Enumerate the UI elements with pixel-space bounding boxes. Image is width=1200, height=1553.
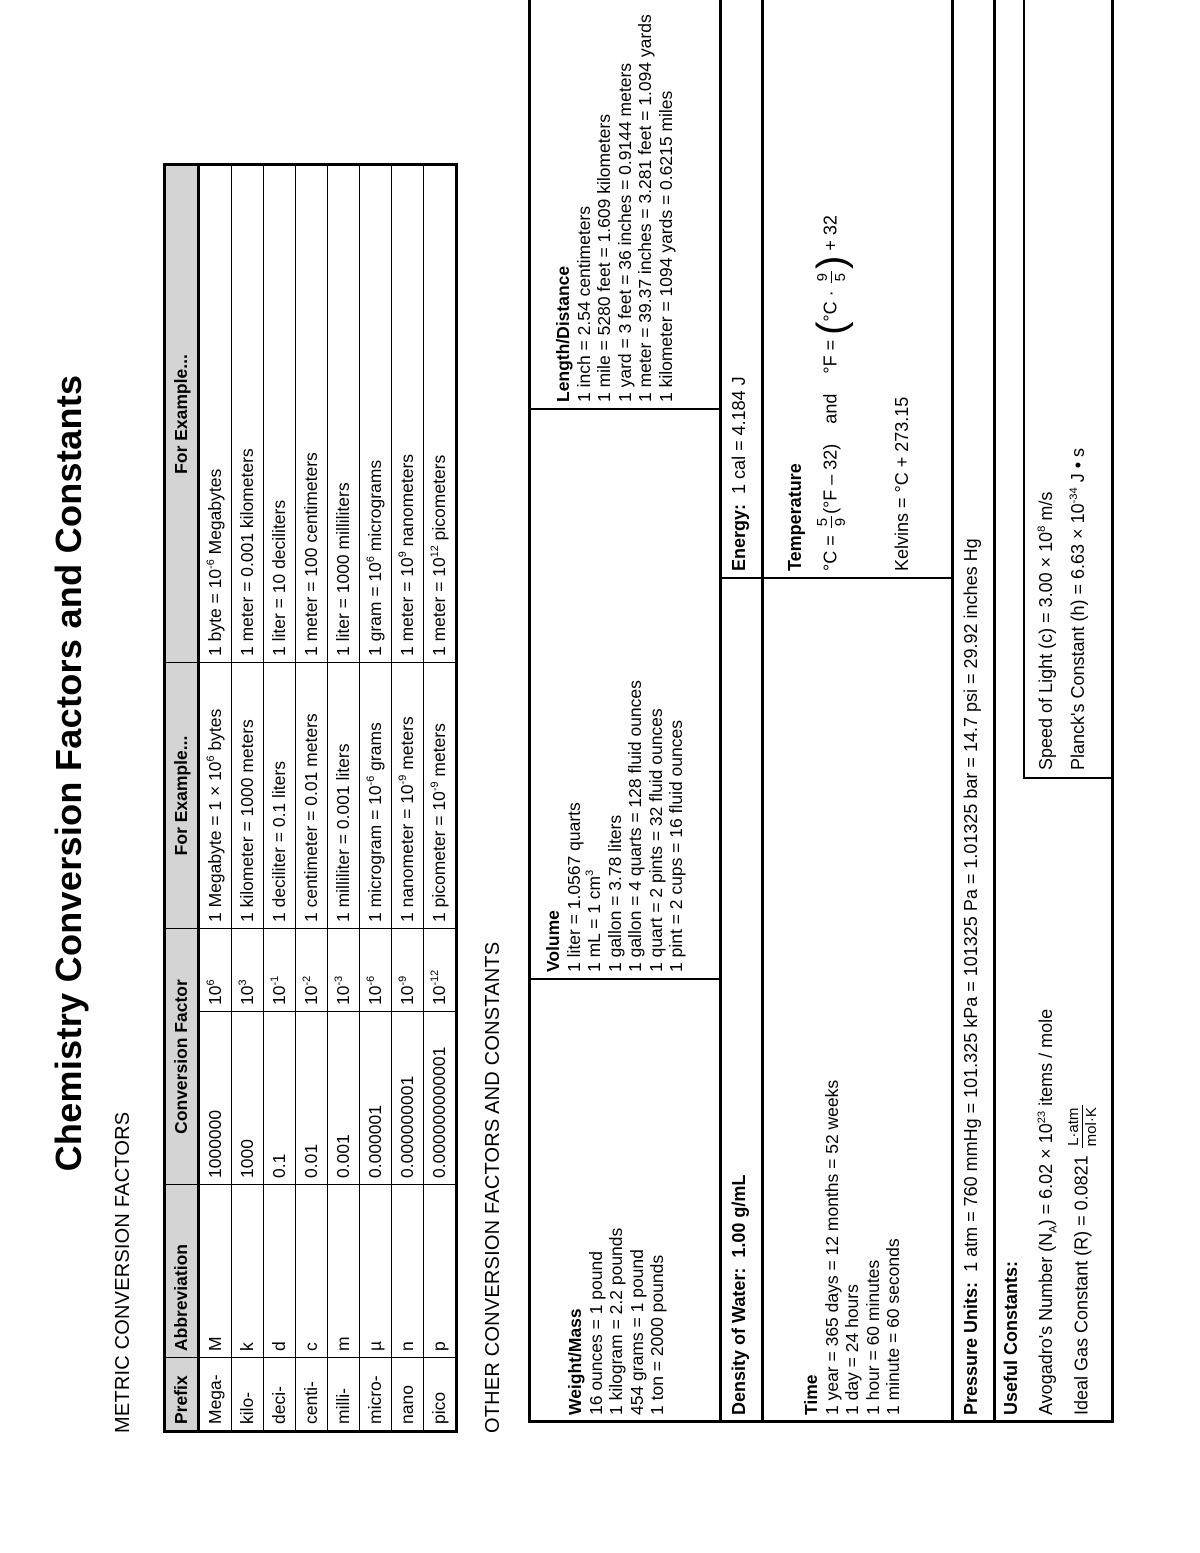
prefix-cell: deci- (264, 1358, 296, 1432)
example-cell: 1 liter = 1000 milliliters (328, 165, 360, 663)
weight-line: 454 grams = 1 pound (626, 1249, 647, 1415)
example-cell: 1 nanometer = $10^{-9}$ meters (392, 663, 424, 929)
decimal-factor-cell: 0.000000000001 (424, 1012, 457, 1185)
decimal-factor-cell: 0.000001 (360, 1012, 392, 1185)
example-cell: 1 kilometer = 1000 meters (232, 663, 264, 929)
density-value: 1.00 g/mL (729, 1174, 749, 1258)
abbreviation-cell: m (328, 1185, 360, 1358)
avogadro-line: Avogadro's Number $(N_A) = 6.02 \times 10^{23}$ items / mole (1036, 1008, 1060, 1415)
prefix-cell: centi- (296, 1358, 328, 1432)
column-header: Conversion Factor (165, 929, 199, 1185)
weight-line: 1 kilogram = 2.2 pounds (606, 1227, 626, 1415)
energy-value: 1 cal = 4.184 J (729, 376, 749, 494)
column-header: Abbreviation (165, 1185, 199, 1358)
decimal-factor-cell: 1000000 (199, 1012, 232, 1185)
example-cell: 1 meter = 100 centimeters (296, 165, 328, 663)
table-row (328, 165, 360, 1432)
abbreviation-cell: c (296, 1185, 328, 1358)
gas-constant-line: Ideal Gas Constant (R) = 0.0821 L·atm mol·K (1065, 1107, 1100, 1415)
example-cell: 1 byte = $10^{-6}$ Megabytes (199, 165, 232, 663)
example-cell: 1 liter = 10 deciliters (264, 165, 296, 663)
table-row (232, 165, 264, 1432)
power-factor-cell: $10^6$ (199, 929, 232, 1012)
abbreviation-cell: µ (360, 1185, 392, 1358)
divider (531, 408, 719, 410)
example-cell: 1 milliliter = 0.001 liters (328, 663, 360, 929)
divider (719, 577, 951, 579)
decimal-factor-cell: 0.1 (264, 1012, 296, 1185)
pressure-row (961, 538, 982, 1415)
time-line: 1 hour = 60 minutes (862, 1259, 883, 1415)
prefix-cell: Mega- (199, 1358, 232, 1432)
kelvin-line: Kelvins = °C + 273.15 (891, 396, 912, 571)
example-cell: 1 deciliter = 0.1 liters (264, 663, 296, 929)
decimal-factor-cell: 0.001 (328, 1012, 360, 1185)
table-row (264, 165, 296, 1432)
decimal-factor-cell: 1000 (232, 1012, 264, 1185)
volume-line: 1 quart = 2 pints = 32 fluid ounces (645, 708, 666, 972)
example-cell: 1 meter = $10^{12}$ picometers (424, 165, 457, 663)
divider (951, 0, 954, 1420)
divider (531, 978, 719, 980)
divider (761, 0, 764, 1420)
pressure-label: Pressure Units: (961, 1281, 981, 1415)
time-line: 1 minute = 60 seconds (883, 1238, 903, 1415)
abbreviation-cell: M (199, 1185, 232, 1358)
prefix-cell: milli- (328, 1358, 360, 1432)
column-header: For Example... (165, 165, 199, 663)
abbreviation-cell: p (424, 1185, 457, 1358)
other-section-heading: OTHER CONVERSION FACTORS AND CONSTANTS (482, 941, 504, 1433)
time-block (801, 1080, 904, 1415)
example-cell: 1 Megabyte = $1 \times 10^6$ bytes (199, 663, 232, 929)
speed-of-light-line: Speed of Light $(c) = 3.00 \times 10^8$ m/s (1036, 491, 1056, 770)
density-row (729, 1175, 750, 1415)
decimal-factor-cell: 0.000000001 (392, 1012, 424, 1185)
prefix-cell: nano (392, 1358, 424, 1432)
example-cell: 1 microgram = $10^{-6}$ grams (360, 663, 392, 929)
divider (1023, 0, 1025, 779)
other-factors-box (528, 0, 1114, 1423)
planck-line: Planck's Constant $(h) = 6.63 \times 10^{-34}$ J • s (1068, 447, 1088, 770)
weight-title: Weight/Mass (565, 1308, 585, 1415)
divider (719, 0, 722, 1420)
power-factor-cell: $10^3$ (232, 929, 264, 1012)
decimal-factor-cell: 0.01 (296, 1012, 328, 1185)
example-cell: 1 gram = $10^6$ micrograms (360, 165, 392, 663)
volume-line: 1 pint = 2 cups = 16 fluid ounces (666, 720, 686, 972)
table-header-row (165, 165, 199, 1432)
volume-line: 1 liter = 1.0567 quarts (563, 802, 584, 972)
metric-section-heading: METRIC CONVERSION FACTORS (112, 1111, 134, 1433)
length-line: 1 inch = 2.54 centimeters (573, 205, 594, 402)
metric-conversion-table (163, 163, 458, 1433)
volume-line: 1 mL = 1 $cm^3$ (584, 869, 604, 972)
length-line: 1 yard = 3 feet = 36 inches = 0.9144 meters (614, 62, 635, 402)
volume-block (543, 680, 687, 972)
example-cell: 1 centimeter = 0.01 meters (296, 663, 328, 929)
abbreviation-cell: k (232, 1185, 264, 1358)
table-row (392, 165, 424, 1432)
temperature-formulas: °C = 5 9 (°F – 32) and °F = (°C · 9 5 ) + 32 (808, 215, 853, 571)
column-header: Prefix (165, 1358, 199, 1432)
length-block (553, 14, 676, 402)
length-line: 1 kilometer = 1094 yards = 0.6215 miles (655, 90, 676, 402)
table-row (296, 165, 328, 1432)
length-line: 1 mile = 5280 feet = 1.609 kilometers (594, 114, 614, 402)
abbreviation-cell: n (392, 1185, 424, 1358)
volume-line: 1 gallon = 4 quarts = 128 fluid ounces (625, 680, 645, 972)
temperature-block (785, 215, 912, 571)
constants-title: Useful Constants: (1001, 1260, 1021, 1415)
length-line: 1 meter = 39.37 inches = 3.281 feet = 1.094 yards (635, 14, 655, 402)
power-factor-cell: $10^{-1}$ (264, 929, 296, 1012)
weight-line: 1 ton = 2000 pounds (647, 1254, 667, 1415)
volume-line: 1 gallon = 3.78 liters (604, 814, 625, 972)
energy-label: Energy: (729, 503, 749, 571)
table-row (424, 165, 457, 1432)
length-title: Length/Distance (553, 265, 573, 402)
weight-line: 16 ounces = 1 pound (585, 1251, 606, 1415)
pressure-value: 1 atm = 760 mmHg = 101.325 kPa = 101325 Pa = 1.01325 bar = 14.7 psi = 29.92 inches Hg (961, 538, 981, 1272)
density-label: Density of Water: (729, 1267, 749, 1415)
power-factor-cell: $10^{-12}$ (424, 929, 457, 1012)
temperature-title: Temperature (785, 463, 805, 571)
example-cell: 1 meter = $10^9$ nanometers (392, 165, 424, 663)
column-header: For Example... (165, 663, 199, 929)
energy-row (729, 376, 750, 571)
prefix-cell: pico (424, 1358, 457, 1432)
power-factor-cell: $10^{-6}$ (360, 929, 392, 1012)
weight-block (565, 1228, 668, 1415)
abbreviation-cell: d (264, 1185, 296, 1358)
prefix-cell: kilo- (232, 1358, 264, 1432)
power-factor-cell: $10^{-9}$ (392, 929, 424, 1012)
divider (993, 0, 996, 1420)
prefix-cell: micro- (360, 1358, 392, 1432)
page-title: Chemistry Conversion Factors and Constants (48, 374, 89, 1172)
power-factor-cell: $10^{-3}$ (328, 929, 360, 1012)
table-row (199, 165, 232, 1432)
example-cell: 1 picometer = $10^{-9}$ meters (424, 663, 457, 929)
time-line: 1 day = 24 hours (842, 1284, 862, 1415)
divider (1023, 777, 1111, 779)
example-cell: 1 meter = 0.001 kilometers (232, 165, 264, 663)
time-line: 1 year = 365 days = 12 months = 52 weeks (821, 1079, 842, 1415)
time-title: Time (801, 1374, 821, 1415)
table-row (360, 165, 392, 1432)
volume-title: Volume (543, 910, 563, 972)
power-factor-cell: $10^{-2}$ (296, 929, 328, 1012)
